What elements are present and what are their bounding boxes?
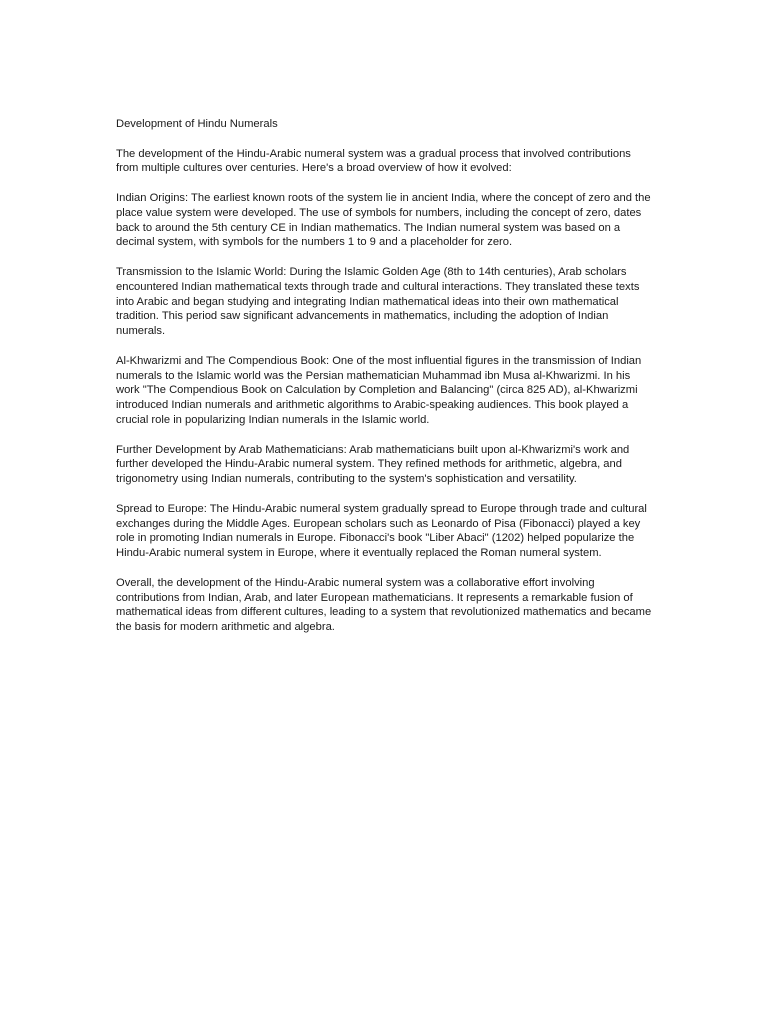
paragraph-indian-origins: Indian Origins: The earliest known roots of the system lie in ancient India, where the concept of zero and the place value system were developed. The use of symbols for numbers, including the concept of zero, dates back to around the 5th century CE in Indian mathematics. The Indian numeral system was based on a decimal system, with symbols for the numbers 1 to 9 and a placeholder for zero. — [116, 191, 651, 249]
paragraph-al-khwarizmi: Al-Khwarizmi and The Compendious Book: One of the most influential figures in the transmission of Indian numerals to the Islamic world was the Persian mathematician Muhammad ibn Musa al-Khwarizmi. In his work "The Compendious Book on Calculation by Completion and Balancing" (circa 825 AD), al-Khwarizmi introduced Indian numerals and arithmetic algorithms to Arabic-speaking audiences. This book played a crucial role in popularizing Indian numerals in the Islamic world. — [116, 354, 642, 426]
document-title: Development of Hindu Numerals — [116, 118, 278, 130]
document-body — [116, 117, 656, 650]
paragraph-overall: Overall, the development of the Hindu-Arabic numeral system was a collaborative effort involving contributions from Indian, Arab, and later European mathematicians. It represents a remarkable fusion of mathematical ideas from different cultures, leading to a system that revolutionized mathematics and became the basis for modern arithmetic and algebra. — [116, 576, 652, 634]
paragraph-intro: The development of the Hindu-Arabic numeral system was a gradual process that involved contributions from multiple cultures over centuries. Here's a broad overview of how it evolved: — [116, 147, 631, 175]
paragraph-spread-to-europe: Spread to Europe: The Hindu-Arabic numeral system gradually spread to Europe through trade and cultural exchanges during the Middle Ages. European scholars such as Leonardo of Pisa (Fibonacci) played a key role in promoting Indian numerals in Europe. Fibonacci's book "Liber Abaci" (1202) helped popularize the Hindu-Arabic numeral system in Europe, where it eventually replaced the Roman numeral system. — [116, 502, 647, 560]
paragraph-islamic-transmission: Transmission to the Islamic World: During the Islamic Golden Age (8th to 14th centuries), Arab scholars encountered Indian mathematical texts through trade and cultural interactions. They translated these texts into Arabic and began studying and integrating Indian mathematical ideas into their own mathematical tradition. This period saw significant advancements in mathematics, including the adoption of Indian numerals. — [116, 265, 640, 338]
paragraph-arab-development: Further Development by Arab Mathematicians: Arab mathematicians built upon al-Khwarizmi's work and further developed the Hindu-Arabic numeral system. They refined methods for arithmetic, algebra, and trigonometry using Indian numerals, contributing to the system's sophistication and versatility. — [116, 443, 630, 486]
